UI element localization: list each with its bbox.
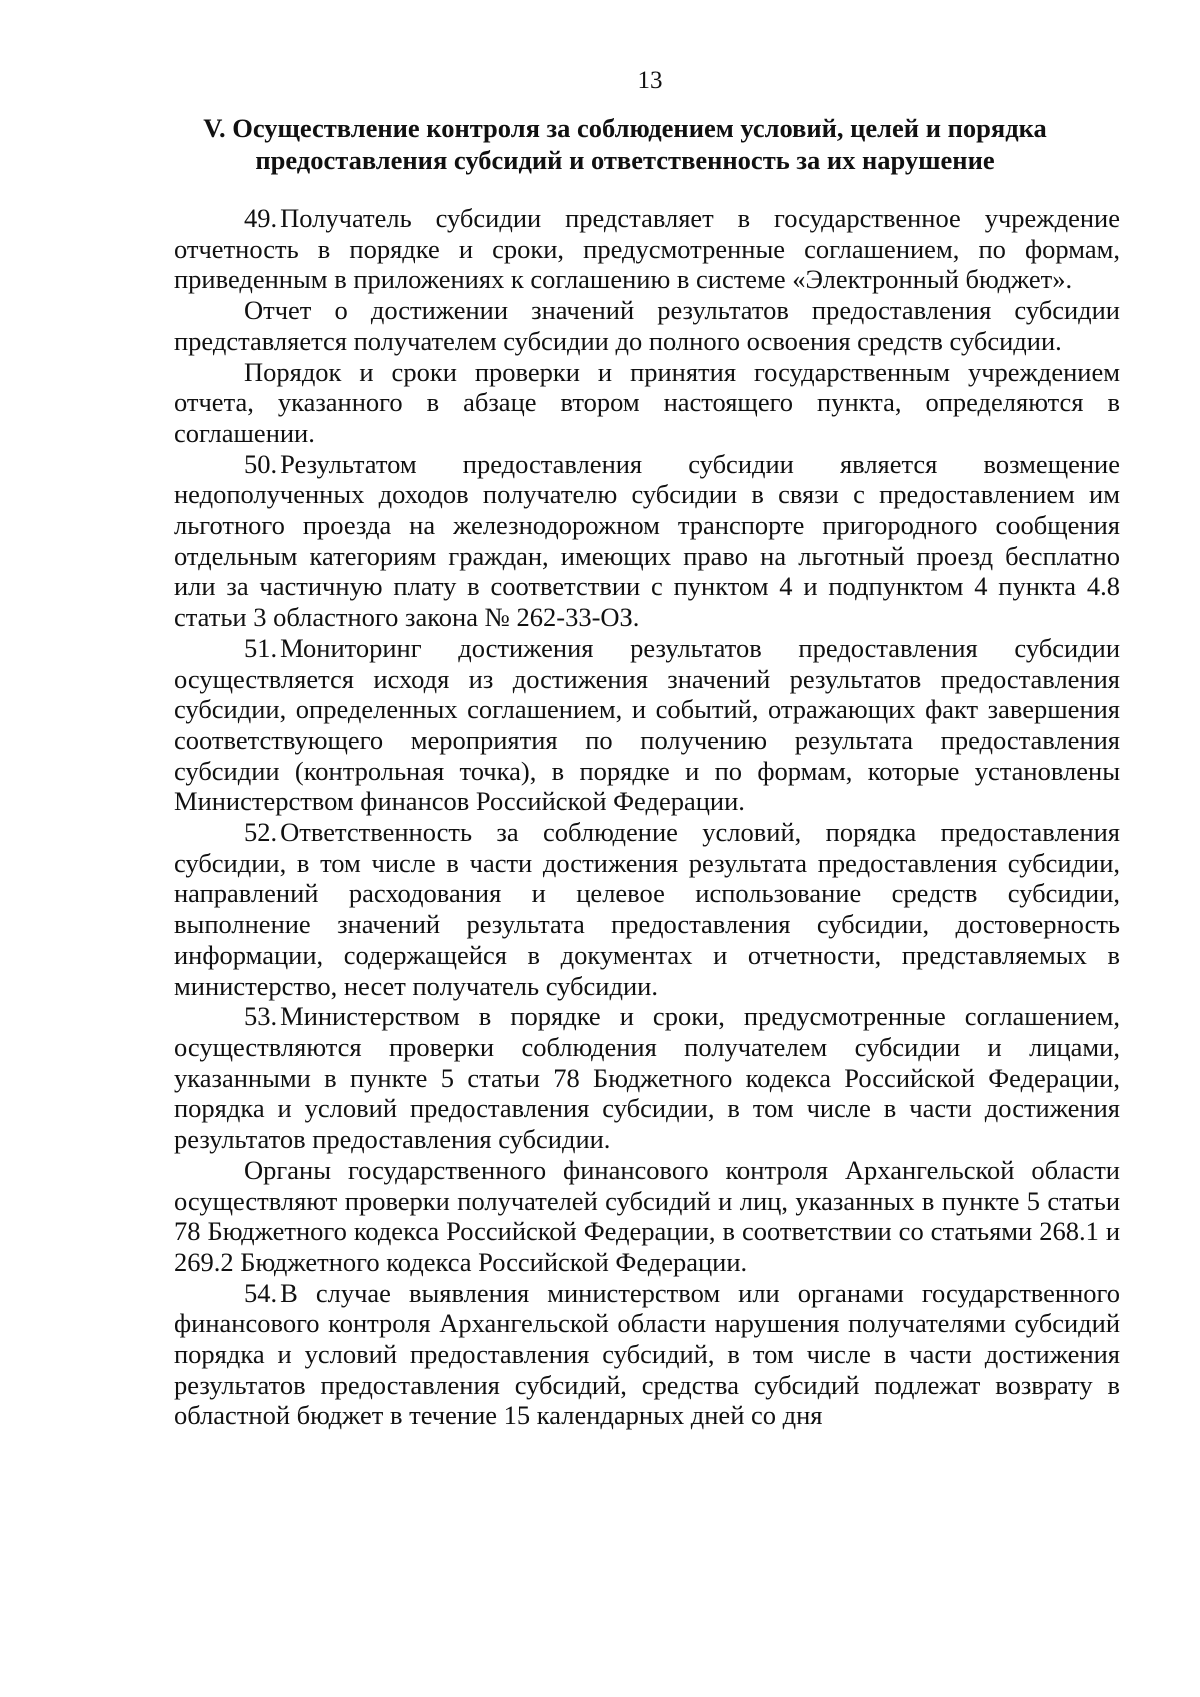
paragraph-54 (174, 1278, 1120, 1432)
paragraph-51 (174, 633, 1120, 817)
paragraph-text: Ответственность за соблюдение условий, порядка предоставления субсидии, в том числе в части достижения результата предоставления субсидии, направлений расходования и целевое использование средств субсидии, выполнение значений результата предоставления субсидии, достоверность информации, содержащейся в документах и отчетности, представляемых в министерство, несет получатель субсидии. (174, 817, 1120, 1001)
paragraph-text: Мониторинг достижения результатов предоставления субсидии осуществляется исходя из достижения значений результатов предоставления субсидии, определенных соглашением, и событий, отражающих факт завершения соответствующего мероприятия по получению результата предоставления субсидии (контрольная точка), в порядке и по формам, которые установлены Министерством финансов Российской Федерации. (174, 632, 1120, 817)
paragraph-text: Порядок и сроки проверки и принятия государственным учреждением отчета, указанного в абзаце втором настоящего пункта, определяются в соглашении. (174, 356, 1120, 448)
paragraph-49-report (174, 295, 1120, 356)
paragraph-52 (174, 817, 1120, 1001)
paragraph-number: 53. (244, 1001, 278, 1032)
paragraph-text: Результатом предоставления субсидии является возмещение недополученных доходов получателю субсидии в связи с предоставлением им льготного проезда на железнодорожном транспорте пригородного сообщения отдельным категориям граждан, имеющих право на льготный проезд бесплатно или за частичную плату в соответствии с пунктом 4 и подпунктом 4 пункта 4.8 статьи 3 областного закона № 262-33-ОЗ. (174, 448, 1120, 633)
paragraph-number: 52. (244, 817, 278, 848)
paragraph-text: Министерством в порядке и сроки, предусмотренные соглашением, осуществляются проверки соблюдения получателем субсидии и лицами, указанными в пункте 5 статьи 78 Бюджетного кодекса Российской Федерации, порядка и условий предоставления субсидии, в том числе в части достижения результатов предоставления субсидии. (174, 1001, 1120, 1155)
section-heading-line-1: V. Осуществление контроля за соблюдением условий, целей и порядка (203, 113, 1047, 143)
paragraph-text: Органы государственного финансового контроля Архангельской области осуществляют проверки получателей субсидий и лиц, указанных в пункте 5 статьи 78 Бюджетного кодекса Российской Федерации, в соответствии со статьями 268.1 и 269.2 Бюджетного кодекса Российской Федерации. (174, 1154, 1120, 1277)
paragraph-49-review (174, 357, 1120, 449)
paragraph-53-control (174, 1155, 1120, 1278)
paragraph-number: 54. (244, 1277, 278, 1308)
paragraph-number: 51. (244, 632, 278, 663)
page-number: 13 (637, 67, 663, 94)
paragraph-53 (174, 1001, 1120, 1155)
paragraph-50 (174, 449, 1120, 633)
paragraph-text: В случае выявления министерством или органами государственного финансового контроля Архангельской области нарушения получателями субсидий порядка и условий предоставления субсидий, в том числе в части достижения результатов предоставления субсидий, средства субсидий подлежат возврату в областной бюджет в течение 15 календарных дней со дня (174, 1277, 1120, 1431)
paragraph-49 (174, 203, 1120, 295)
section-heading-line-2: предоставления субсидий и ответственность за их нарушение (255, 145, 995, 175)
paragraph-text: Получатель субсидии представляет в государственное учреждение отчетность в порядке и сроки, предусмотренные соглашением, по формам, приведенным в приложениях к соглашению в системе «Электронный бюджет». (174, 203, 1120, 295)
body-text (174, 203, 1120, 1431)
paragraph-number: 49. (244, 203, 278, 233)
paragraph-text: Отчет о достижении значений результатов предоставления субсидии представляется получателем субсидии до полного освоения средств субсидии. (174, 295, 1120, 356)
section-heading (150, 112, 1100, 176)
paragraph-number: 50. (244, 448, 278, 479)
